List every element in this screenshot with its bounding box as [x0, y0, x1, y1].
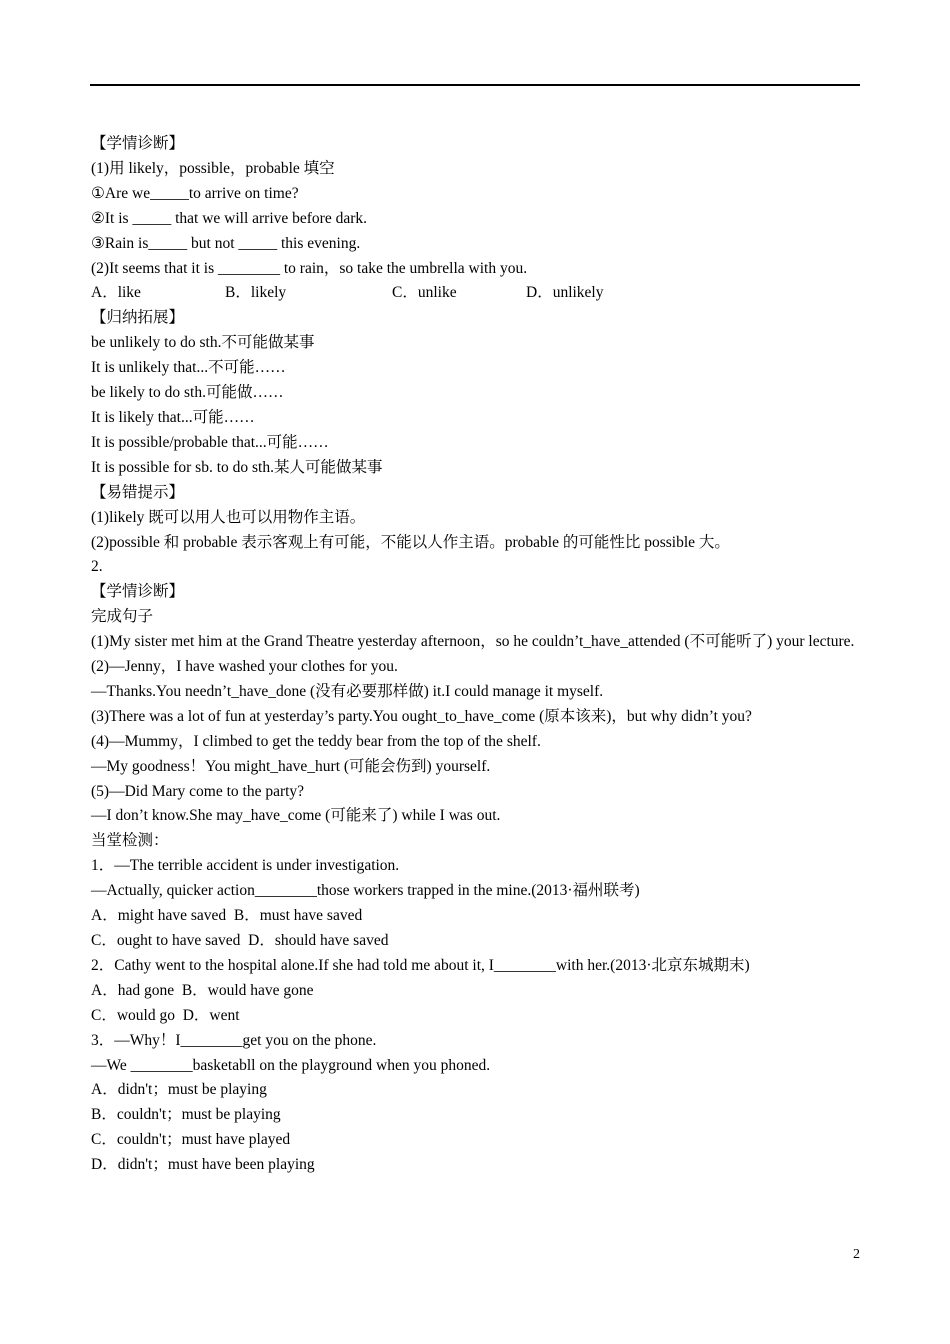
summary-item: It is likely that...可能……	[91, 408, 255, 426]
tip-item: (1)likely 既可以用人也可以用物作主语。	[91, 508, 366, 526]
section-heading: 【归纳拓展】	[91, 309, 185, 327]
test-options: A．didn't；must be playing	[91, 1081, 267, 1099]
page-number: 2	[853, 1247, 860, 1262]
test-question: —Actually, quicker action________those workers trapped in the mine.(2013·福州联考)	[91, 882, 640, 900]
question-item: ①Are we_____to arrive on time?	[91, 184, 299, 202]
section-heading: 【学情诊断】	[91, 135, 185, 152]
section-number: 2.	[91, 558, 103, 576]
header-rule	[90, 84, 860, 86]
test-options: C．couldn't；must have played	[91, 1131, 291, 1149]
summary-item: be likely to do sth.可能做……	[91, 384, 284, 402]
question-item: (4)—Mummy，I climbed to get the teddy bear from the top of the shelf.	[91, 732, 541, 750]
question-item: (5)—Did Mary come to the party?	[91, 782, 305, 800]
option-a: A．like	[91, 284, 141, 302]
summary-item: It is possible for sb. to do sth.某人可能做某事	[91, 458, 383, 476]
answer-options	[91, 281, 861, 306]
test-options: C．ought to have saved D．should have saved	[91, 932, 389, 949]
task-title: 完成句子	[91, 608, 154, 626]
tip-item: (2)possible 和 probable 表示客观上有可能，不能以人作主语。probable 的可能性比 possible 大。	[91, 533, 730, 551]
test-question: 1．—The terrible accident is under investigation.	[91, 857, 400, 875]
question-item: (2)It seems that it is ________ to rain，so take the umbrella with you.	[91, 259, 528, 277]
question-item: ③Rain is_____ but not _____ this evening.	[91, 234, 361, 252]
section-heading: 【学情诊断】	[91, 583, 185, 601]
test-options: A．might have saved B．must have saved	[91, 907, 363, 925]
question-title: (1)用 likely，possible，probable 填空	[91, 159, 335, 177]
test-options: C．would go D．went	[91, 1006, 240, 1024]
test-options: A．had gone B．would have gone	[91, 981, 314, 999]
question-item: (2)—Jenny，I have washed your clothes for you.	[91, 658, 398, 676]
test-options: D．didn't；must have been playing	[91, 1156, 315, 1174]
question-item: ②It is _____ that we will arrive before dark.	[91, 209, 368, 227]
question-item: —My goodness！You might_have_hurt (可能会伤到) yourself.	[91, 757, 491, 775]
summary-item: It is unlikely that...不可能……	[91, 359, 286, 377]
question-item: (1)My sister met him at the Grand Theatre yesterday afternoon，so he couldn’t_have_attended (不可能听了) your lecture.	[91, 633, 855, 651]
test-question: 2．Cathy went to the hospital alone.If she had told me about it, I________with her.(2013·北京东城期末)	[91, 956, 750, 974]
test-title: 当堂检测：	[91, 832, 169, 850]
document-body	[91, 132, 861, 1178]
summary-item: It is possible/probable that...可能……	[91, 433, 329, 451]
test-question: —We ________basketabll on the playground when you phoned.	[91, 1056, 491, 1074]
question-item: —I don’t know.She may_have_come (可能来了) while I was out.	[91, 807, 501, 825]
test-question: 3．—Why！I________get you on the phone.	[91, 1031, 377, 1049]
question-item: (3)There was a lot of fun at yesterday’s party.You ought_to_have_come (原本该来)，but why didn’t you?	[91, 707, 752, 725]
option-c: C．unlike	[392, 284, 457, 302]
section-heading: 【易错提示】	[91, 483, 185, 501]
test-options: B．couldn't；must be playing	[91, 1106, 281, 1124]
option-b: B．likely	[225, 284, 287, 302]
option-d: D．unlikely	[526, 284, 604, 302]
summary-item: be unlikely to do sth.不可能做某事	[91, 334, 315, 352]
question-item: —Thanks.You needn’t_have_done (没有必要那样做) it.I could manage it myself.	[91, 682, 604, 700]
